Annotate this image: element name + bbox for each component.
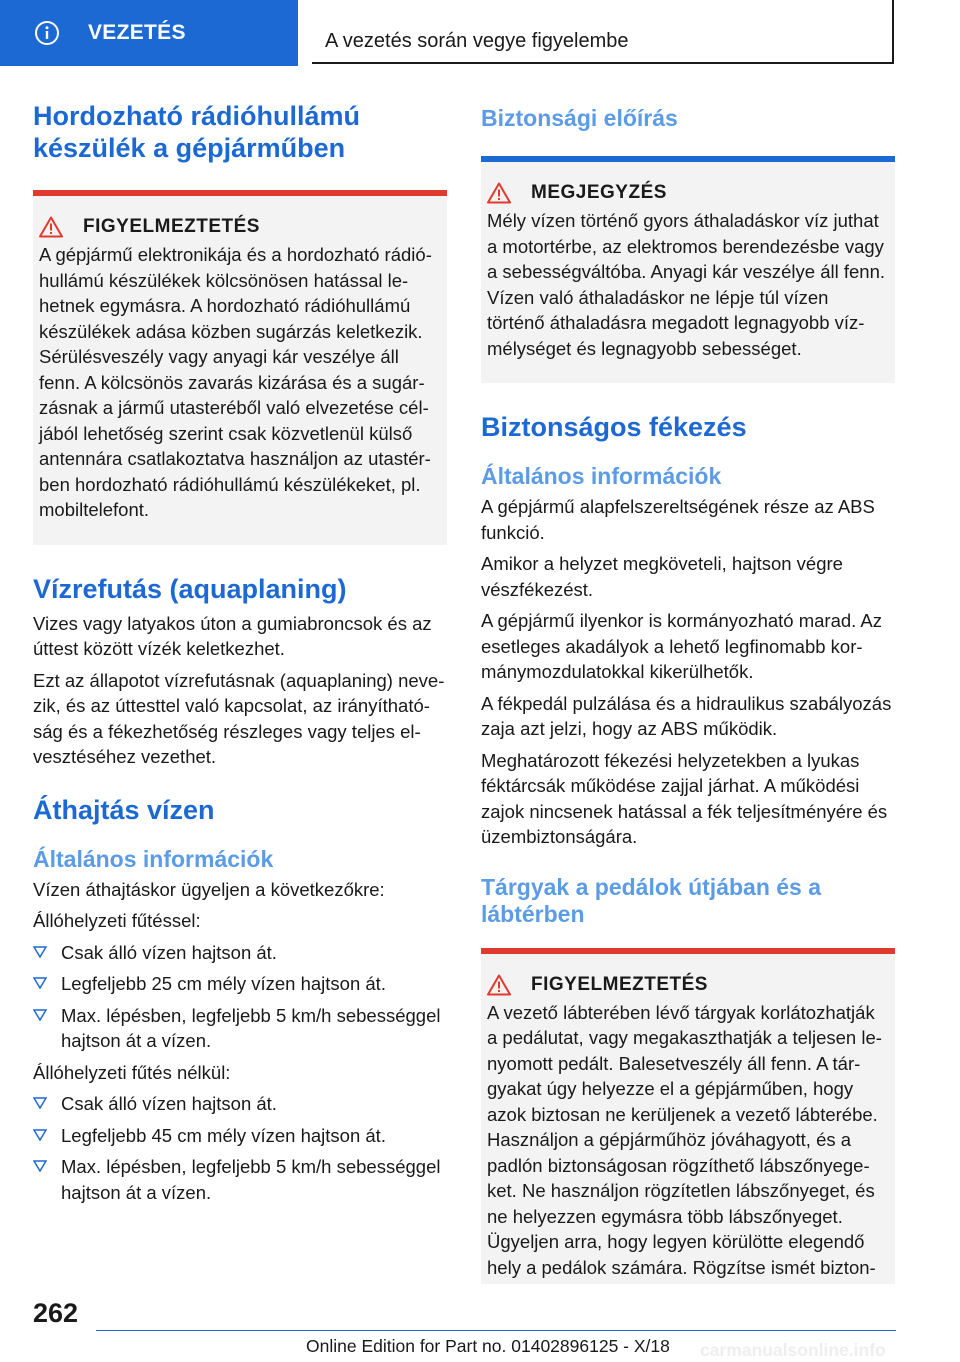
list-with-heating	[33, 940, 447, 1054]
warning-box-radio	[33, 190, 447, 545]
heading-objects-pedals: Tárgyak a pedálok útjában és a lábtérben	[481, 873, 822, 927]
list-item: Csak álló vízen hajtson át.	[33, 940, 447, 966]
left-column	[33, 100, 447, 1205]
footer-edition: Online Edition for Part no. 01402896125 - X/18	[306, 1336, 670, 1356]
triangle-bullet-icon	[33, 1097, 47, 1109]
list-item: Max. lépésben, legfeljebb 5 km/h sebességgel hajtson át a vízen.	[33, 1003, 447, 1054]
triangle-bullet-icon	[33, 977, 47, 989]
list-item: Csak álló vízen hajtson át.	[33, 1091, 447, 1117]
list-item: Max. lépésben, legfeljebb 5 km/h sebességgel hajtson át a vízen.	[33, 1154, 447, 1205]
page-number: 262	[33, 1298, 79, 1328]
warning-text: A gépjármű elektronikája és a hordozható rádióhullámú készülékek kölcsönösen hatással lehetnek egymásra. A hordozható rádióhullámú készülékek adása közben sugárzás keletkezik. Sérülésveszély vagy anyagi kár veszélye áll fenn. A kölcsönös zavarás kizárása és a sugárzásnak a jármű utasteréből való elvezetése céljából lehetőség szerint csak közvetlenül külső antennára csatlakoztatva használjon az utastérben hordozható rádióhullámú készülékeket, pl. mobiltelefont.	[39, 244, 432, 520]
heading-portable-radio: Hordozható rádióhullámú készülék a gépjárműben	[33, 101, 360, 163]
warning-title-text: FIGYELMEZTETÉS	[531, 973, 708, 995]
watermark: carmanualsonline.info	[700, 1340, 886, 1360]
warning-triangle-icon	[39, 216, 63, 238]
paragraph: Meghatározott fékezési helyzetekben a lyukas féktárcsák működése zajjal járhat. A működési zajok nincsenek hatással a fék teljesítményére és üzembiztonságára.	[481, 749, 888, 847]
header-title: A vezetés során vegye figyelembe	[312, 0, 894, 64]
heading-aquaplaning: Vízrefutás (aquaplaning)	[33, 573, 347, 604]
note-title-text: MEGJEGYZÉS	[531, 182, 667, 203]
footer-divider	[96, 1330, 896, 1331]
note-title	[487, 182, 889, 204]
triangle-bullet-icon	[33, 1009, 47, 1021]
paragraph: A fékpedál pulzálása és a hidraulikus szabályozás zaja azt jelzi, hogy az ABS működik.	[481, 692, 892, 739]
heading-safe-braking: Biztonságos fékezés	[481, 412, 747, 442]
list-without-heating	[33, 1091, 447, 1205]
paragraph: Ezt az állapotot vízrefutásnak (aquaplaning) nevezik, és az úttesttel való kapcsolat, az irányíthatóság és a fékezhetőség részleges vagy teljes elvesztéséhez vezethet.	[33, 669, 445, 767]
subheading-general-info: Általános információk	[481, 463, 722, 489]
warning-box-pedals	[481, 948, 895, 1285]
note-text: Mély vízen történő gyors áthaladáskor víz juthat a motortérbe, az elektromos berendezésbe vagy a sebességváltóba. Anyagi kár veszélye áll fenn. Vízen való áthaladáskor ne lépje túl vízen történő áthaladásra megadott legnagyobb vízmélységet és legnagyobb sebességet.	[487, 210, 885, 359]
info-icon	[34, 20, 60, 46]
triangle-bullet-icon	[33, 1160, 47, 1172]
heading-driving-through-water: Áthajtás vízen	[33, 794, 215, 825]
header-section-tab	[0, 0, 298, 66]
triangle-bullet-icon	[33, 1129, 47, 1141]
paragraph: Állóhelyzeti fűtéssel:	[33, 910, 201, 931]
paragraph: A gépjármű ilyenkor is kormányozható marad. Az esetleges akadályok a lehető legfinomabb kormánymozdulatokkal kikerülhetők.	[481, 610, 883, 682]
warning-title-text: FIGYELMEZTETÉS	[83, 216, 260, 237]
right-column	[481, 104, 895, 1284]
warning-title	[39, 216, 441, 238]
list-item: Legfeljebb 25 cm mély vízen hajtson át.	[33, 971, 447, 997]
header-section-label: VEZETÉS	[88, 21, 186, 44]
warning-triangle-icon	[487, 974, 511, 996]
warning-text: A vezető lábterében lévő tárgyak korlátozhatják a pedálutat, vagy megakaszthatják a teljesen lenyomott pedált. Balesetveszély áll fenn. A tárgyakat úgy helyezze el a gépjárműben, hogy azok biztosan ne kerüljenek a vezető lábterébe. Használjon a gépjárműhöz jóváhagyott, és a padlón biztonságosan rögzíthető lábszőnyegeket. Ne használjon rögzítetlen lábszőnyeget, és ne helyezzen egymásra több lábszőnyeget. Ügyeljen arra, hogy legyen körülötte elegendő hely a pedálok számára. Rögzítse ismét bizton-	[487, 1001, 882, 1278]
warning-triangle-icon	[487, 182, 511, 204]
note-box-water	[481, 156, 895, 383]
triangle-bullet-icon	[33, 946, 47, 958]
paragraph: A gépjármű alapfelszereltségének része az ABS funkció.	[481, 496, 875, 543]
list-item: Legfeljebb 45 cm mély vízen hajtson át.	[33, 1123, 447, 1149]
paragraph: Vízen áthajtáskor ügyeljen a következőkre:	[33, 878, 385, 900]
paragraph: Amikor a helyzet megköveteli, hajtson végre vészfékezést.	[481, 553, 843, 600]
subheading-general-info: Általános információk	[33, 845, 274, 872]
paragraph: Vizes vagy latyakos úton a gumiabroncsok és az úttest között vízék keletkezhet.	[33, 612, 432, 659]
warning-title	[487, 974, 889, 996]
paragraph: Állóhelyzeti fűtés nélkül:	[33, 1061, 231, 1083]
heading-safety-note: Biztonsági előírás	[481, 105, 678, 131]
